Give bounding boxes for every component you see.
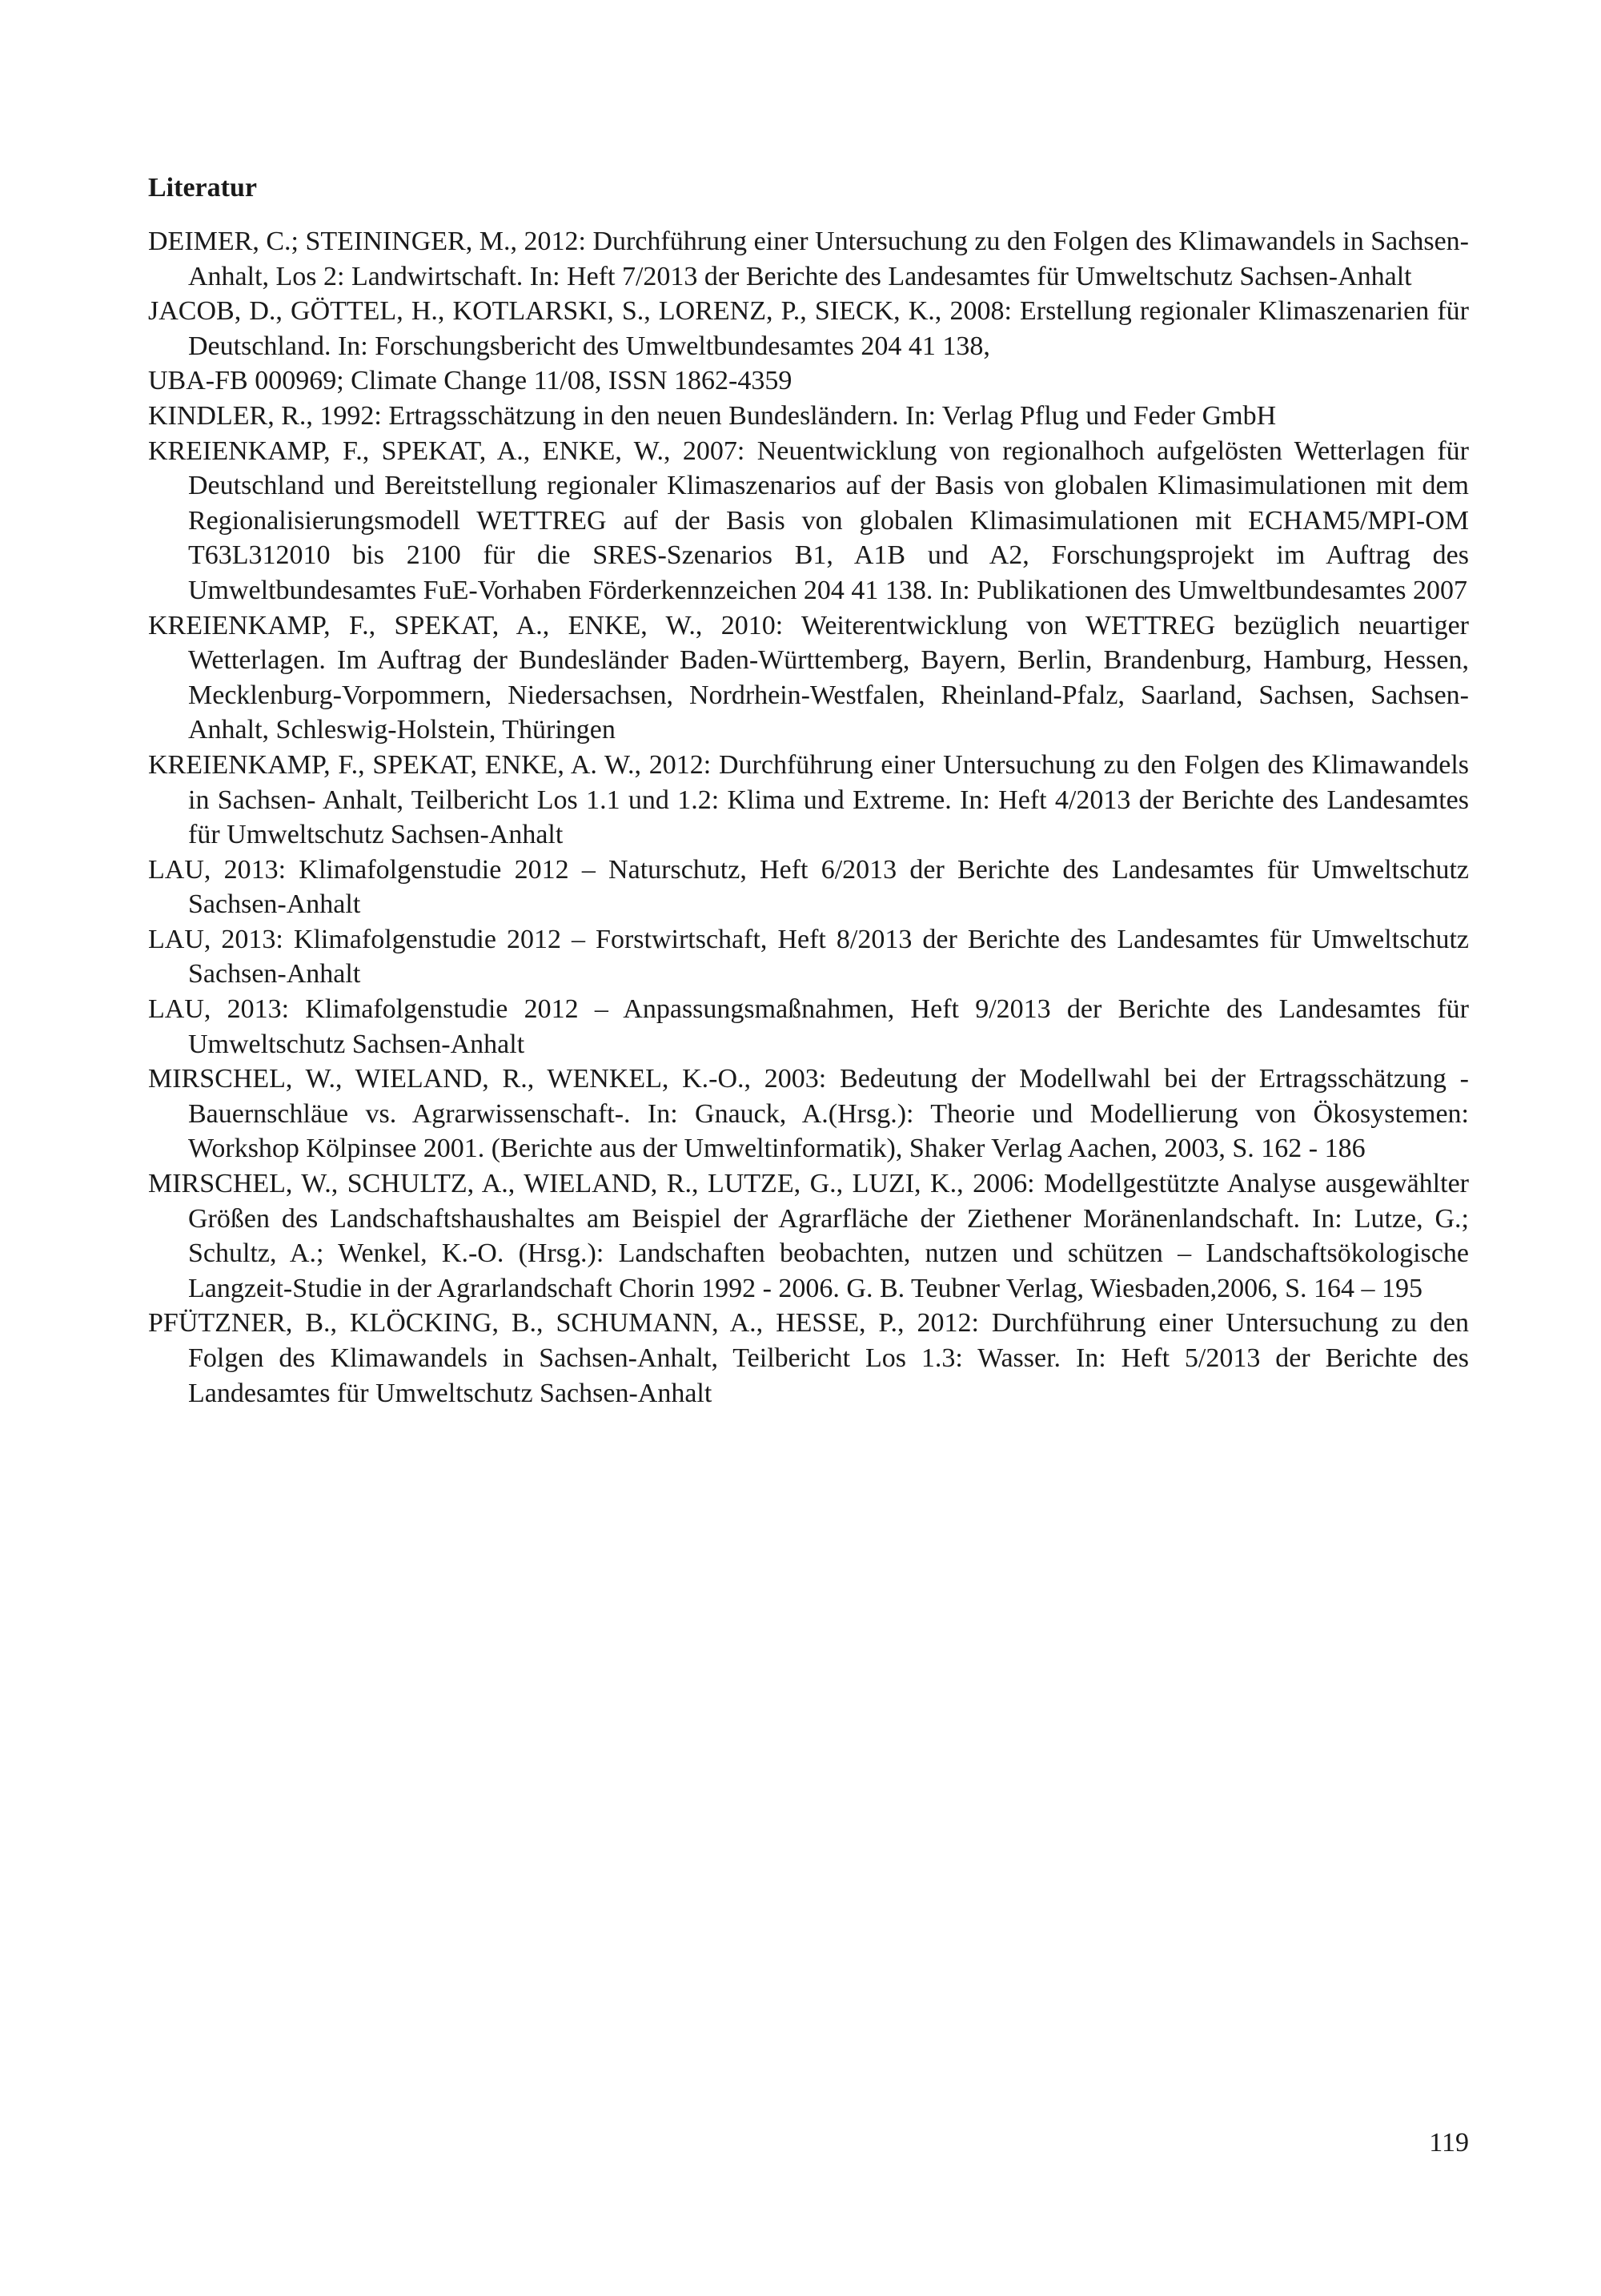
reference-entry-continuation: UBA-FB 000969; Climate Change 11/08, ISSN 1862-4359 [148,366,792,396]
reference-entry: MIRSCHEL, W., WIELAND, R., WENKEL, K.-O., 2003: Bedeutung der Modellwahl bei der Ertragsschätzung - Bauernschläue vs. Agrarwissenschaft-. In: Gnauck, A.(Hrsg.): Theorie und Modellierung von Ökosystemen: Workshop Kölpinsee 2001. (Berichte aus der Umweltinformatik), Shaker Verlag Aachen, 2003, S. 162 - 186 [148,1064,1469,1164]
reference-entry: KREIENKAMP, F., SPEKAT, A., ENKE, W., 2010: Weiterentwicklung von WETTREG bezüglich neuartiger Wetterlagen. Im Auftrag der Bundesländer Baden-Württemberg, Bayern, Berlin, Brandenburg, Hamburg, Hessen, Mecklenburg-Vorpommern, Niedersachsen, Nordrhein-Westfalen, Rheinland-Pfalz, Saarland, Sachsen, Sachsen-Anhalt, Schleswig-Holstein, Thüringen [148,610,1469,745]
reference-entry: LAU, 2013: Klimafolgenstudie 2012 – Forstwirtschaft, Heft 8/2013 der Berichte des Landesamtes für Umweltschutz Sachsen-Anhalt [148,924,1469,989]
reference-entry: MIRSCHEL, W., SCHULTZ, A., WIELAND, R., LUTZE, G., LUZI, K., 2006: Modellgestützte Analyse ausgewählter Größen des Landschaftshaushaltes am Beispiel der Agrarfläche der Ziethener Moränenlandschaft. In: Lutze, G.; Schultz, A.; Wenkel, K.-O. (Hrsg.): Landschaften beobachten, nutzen und schützen – Landschaftsökologische Langzeit-Studie in der Agrarlandschaft Chorin 1992 - 2006. G. B. Teubner Verlag, Wiesbaden,2006, S. 164 – 195 [148,1169,1469,1303]
reference-entry: LAU, 2013: Klimafolgenstudie 2012 – Anpassungsmaßnahmen, Heft 9/2013 der Berichte des Landesamtes für Umweltschutz Sachsen-Anhalt [148,994,1469,1059]
section-heading: Literatur [148,173,257,203]
reference-entry: LAU, 2013: Klimafolgenstudie 2012 – Naturschutz, Heft 6/2013 der Berichte des Landesamtes für Umweltschutz Sachsen-Anhalt [148,854,1469,920]
reference-entry: DEIMER, C.; STEININGER, M., 2012: Durchführung einer Untersuchung zu den Folgen des Klimawandels in Sachsen-Anhalt, Los 2: Landwirtschaft. In: Heft 7/2013 der Berichte des Landesamtes für Umweltschutz Sachsen-Anhalt [148,227,1469,291]
reference-list [148,224,1469,1411]
reference-entry: KREIENKAMP, F., SPEKAT, A., ENKE, W., 2007: Neuentwicklung von regionalhoch aufgelösten Wetterlagen für Deutschland und Bereitstellung regionaler Klimaszenarios auf der Basis von globalen Klimasimulationen mit dem Regionalisierungsmodell WETTREG auf der Basis von globalen Klimasimulationen mit ECHAM5/MPI-OM T63L312010 bis 2100 für die SRES-Szenarios B1, A1B und A2, Forschungsprojekt im Auftrag des Umweltbundesamtes FuE-Vorhaben Förderkennzeichen 204 41 138. In: Publikationen des Umweltbundesamtes 2007 [148,436,1469,605]
reference-entry: KINDLER, R., 1992: Ertragsschätzung in den neuen Bundesländern. In: Verlag Pflug und Feder GmbH [148,400,1277,431]
reference-entry: JACOB, D., GÖTTEL, H., KOTLARSKI, S., LORENZ, P., SIECK, K., 2008: Erstellung regionaler Klimaszenarien für Deutschland. In: Forschungsbericht des Umweltbundesamtes 204 41 138, [148,296,1469,361]
page-number: 119 [1429,2128,1469,2158]
reference-entry: KREIENKAMP, F., SPEKAT, ENKE, A. W., 2012: Durchführung einer Untersuchung zu den Folgen des Klimawandels in Sachsen- Anhalt, Teilbericht Los 1.1 und 1.2: Klima und Extreme. In: Heft 4/2013 der Berichte des Landesamtes für Umweltschutz Sachsen-Anhalt [148,749,1469,850]
reference-entry: PFÜTZNER, B., KLÖCKING, B., SCHUMANN, A., HESSE, P., 2012: Durchführung einer Untersuchung zu den Folgen des Klimawandels in Sachsen-Anhalt, Teilbericht Los 1.3: Wasser. In: Heft 5/2013 der Berichte des Landesamtes für Umweltschutz Sachsen-Anhalt [148,1308,1469,1408]
